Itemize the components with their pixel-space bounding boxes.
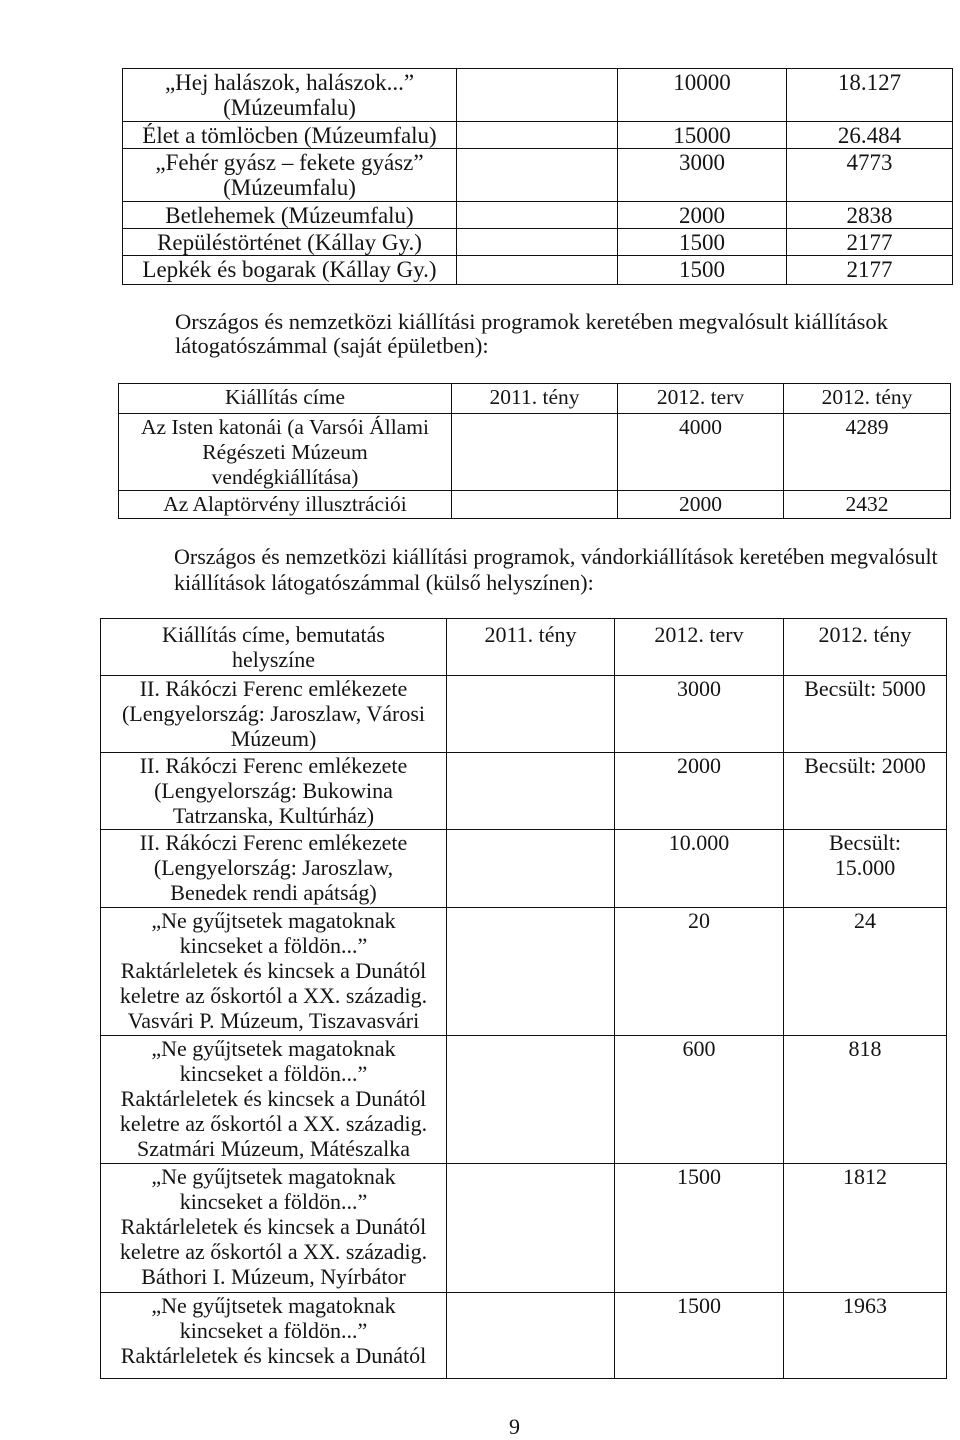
value-cell xyxy=(787,256,953,285)
value-cell xyxy=(615,1293,784,1379)
table-row xyxy=(123,229,953,256)
empty-cell xyxy=(452,491,618,519)
value-cell xyxy=(784,414,951,491)
title-line: Vasvári P. Múzeum, Tiszavasvári xyxy=(127,1008,420,1033)
value-text: 1500 xyxy=(679,230,725,255)
title-line: Az Alaptörvény illusztrációi xyxy=(163,492,407,516)
empty-cell xyxy=(452,414,618,491)
title-line: „Ne gyűjtsetek magatoknak xyxy=(151,1164,396,1189)
value-cell xyxy=(618,229,787,256)
value-text: 10.000 xyxy=(668,830,730,855)
title-line: Repüléstörténet (Kállay Gy.) xyxy=(157,230,422,255)
title-line: „Ne gyűjtsetek magatoknak xyxy=(151,1293,396,1318)
exhibition-title-cell xyxy=(123,122,457,149)
empty-cell xyxy=(447,753,615,830)
value-text: 818 xyxy=(848,1036,882,1061)
title-line: II. Rákóczi Ferenc emlékezete xyxy=(139,830,408,855)
value-cell xyxy=(784,753,947,830)
value-text: 24 xyxy=(854,908,876,933)
exhibition-title-cell xyxy=(101,1164,447,1293)
header-text: Kiállítás címe xyxy=(224,385,345,409)
title-line: (Lengyelország: Jaroszlaw, Városi xyxy=(121,701,425,726)
table-row xyxy=(123,202,953,229)
value-cell xyxy=(615,1164,784,1293)
empty-cell xyxy=(457,149,618,202)
value-cell xyxy=(784,1293,947,1379)
value-cell xyxy=(787,149,953,202)
title-line: keletre az őskortól a XX. századig. xyxy=(119,1111,428,1136)
title-line: II. Rákóczi Ferenc emlékezete xyxy=(139,676,408,701)
title-line: Benedek rendi apátság) xyxy=(170,880,377,905)
exhibition-title-cell xyxy=(101,753,447,830)
title-line: Tatrzanska, Kultúrház) xyxy=(172,803,375,828)
title-line: Raktárleletek és kincsek a Dunától xyxy=(120,1343,427,1368)
paragraph-line: kiállítások látogatószámmal (külső helyszínen): xyxy=(174,570,594,595)
column-header xyxy=(447,619,615,676)
header-text: Kiállítás címe, bemutatás xyxy=(162,622,385,647)
value-cell xyxy=(615,830,784,908)
title-line: Raktárleletek és kincsek a Dunától xyxy=(120,1086,427,1111)
header-text: 2011. tény xyxy=(484,622,577,647)
column-header xyxy=(615,619,784,676)
exhibition-title-cell xyxy=(119,491,452,519)
exhibition-title-cell xyxy=(119,414,452,491)
title-line: vendégkiállítása) xyxy=(211,465,359,489)
value-cell xyxy=(787,122,953,149)
title-line: Betlehemek (Múzeumfalu) xyxy=(165,203,414,228)
exhibition-title-cell xyxy=(101,908,447,1036)
title-line: „Hej halászok, halászok...” xyxy=(164,70,415,95)
value-cell xyxy=(618,122,787,149)
empty-cell xyxy=(447,1036,615,1164)
column-header xyxy=(101,619,447,676)
value-text: 1963 xyxy=(843,1293,887,1318)
value-text: Becsült: 2000 xyxy=(804,753,926,778)
empty-cell xyxy=(447,676,615,753)
table-row xyxy=(123,122,953,149)
table-row xyxy=(123,256,953,285)
value-text: 4000 xyxy=(679,415,722,439)
exhibition-title-cell xyxy=(101,676,447,753)
table-row xyxy=(123,69,953,122)
value-text: 10000 xyxy=(673,70,731,95)
value-cell xyxy=(618,414,784,491)
empty-cell xyxy=(457,122,618,149)
exhibition-title-cell xyxy=(123,256,457,285)
header-text: 2011. tény xyxy=(489,385,580,409)
value-text: 2177 xyxy=(846,230,893,255)
table-row xyxy=(119,414,951,491)
value-text: 600 xyxy=(682,1036,716,1061)
table-row xyxy=(101,753,947,830)
value-cell xyxy=(618,491,784,519)
empty-cell xyxy=(447,908,615,1036)
header-text: 2012. terv xyxy=(654,622,744,647)
table-row xyxy=(123,149,953,202)
table-row xyxy=(101,1293,947,1379)
column-header xyxy=(784,384,951,414)
value-text: 20 xyxy=(688,908,710,933)
title-line: Múzeum) xyxy=(230,726,317,751)
value-text: 2177 xyxy=(846,257,893,282)
header-text: 2012. terv xyxy=(656,385,745,409)
value-cell xyxy=(618,149,787,202)
exhibition-title-cell xyxy=(123,69,457,122)
table-row xyxy=(101,1036,947,1164)
exhibition-title-cell xyxy=(123,202,457,229)
paragraph-line: Országos és nemzetközi kiállítási programok, vándorkiállítások keretében megvalósult xyxy=(174,544,938,569)
value-cell xyxy=(784,830,947,908)
empty-cell xyxy=(457,256,618,285)
value-text: 2000 xyxy=(679,203,725,228)
title-line: Raktárleletek és kincsek a Dunától xyxy=(120,958,427,983)
value-text: 3000 xyxy=(679,150,725,175)
column-header xyxy=(784,619,947,676)
title-line: (Múzeumfalu) xyxy=(223,95,356,120)
title-line: „Ne gyűjtsetek magatoknak xyxy=(151,1036,396,1061)
exhibition-title-cell xyxy=(101,1293,447,1379)
table-row xyxy=(101,1164,947,1293)
title-line: (Múzeumfalu) xyxy=(223,175,356,200)
column-header xyxy=(119,384,452,414)
page-number: 9 xyxy=(509,1414,520,1439)
header-text: 2012. tény xyxy=(821,385,913,409)
value-text: 1500 xyxy=(677,1293,721,1318)
value-text: 3000 xyxy=(677,676,721,701)
value-cell xyxy=(787,69,953,122)
title-line: Lepkék és bogarak (Kállay Gy.) xyxy=(142,257,437,282)
title-line: kincseket a földön...” xyxy=(179,1318,368,1343)
empty-cell xyxy=(457,69,618,122)
title-line: kincseket a földön...” xyxy=(179,933,368,958)
exhibition-title-cell xyxy=(101,1036,447,1164)
title-line: Az Isten katonái (a Varsói Állami xyxy=(141,415,429,439)
value-cell xyxy=(618,69,787,122)
title-line: Báthori I. Múzeum, Nyírbátor xyxy=(141,1264,406,1289)
exhibition-table-2 xyxy=(118,383,951,519)
value-cell xyxy=(615,908,784,1036)
title-line: Élet a tömlöcben (Múzeumfalu) xyxy=(142,123,437,148)
value-text: 15.000 xyxy=(834,855,896,880)
value-cell xyxy=(618,202,787,229)
exhibition-table-3 xyxy=(100,618,947,1379)
value-cell xyxy=(784,1164,947,1293)
table-header-row xyxy=(101,619,947,676)
value-cell xyxy=(784,908,947,1036)
value-text: 18.127 xyxy=(837,70,902,95)
value-text: Becsült: xyxy=(828,830,902,855)
exhibition-title-cell xyxy=(101,830,447,908)
empty-cell xyxy=(457,202,618,229)
title-line: kincseket a földön...” xyxy=(179,1061,368,1086)
table-row xyxy=(119,491,951,519)
table-row xyxy=(101,830,947,908)
value-cell xyxy=(615,1036,784,1164)
value-cell xyxy=(784,676,947,753)
value-text: 1500 xyxy=(677,1164,721,1189)
value-text: 1812 xyxy=(843,1164,887,1189)
value-text: 1500 xyxy=(679,257,725,282)
header-text: 2012. tény xyxy=(818,622,912,647)
title-line: keletre az őskortól a XX. századig. xyxy=(119,983,428,1008)
table-header-row xyxy=(119,384,951,414)
empty-cell xyxy=(457,229,618,256)
table-row xyxy=(101,676,947,753)
value-text: 2432 xyxy=(845,492,889,516)
title-line: „Fehér gyász – fekete gyász” xyxy=(155,150,424,175)
empty-cell xyxy=(447,1293,615,1379)
value-text: 4289 xyxy=(845,415,889,439)
title-line: Raktárleletek és kincsek a Dunától xyxy=(120,1214,427,1239)
value-cell xyxy=(615,676,784,753)
value-text: 15000 xyxy=(673,123,731,148)
value-text: 2000 xyxy=(677,753,721,778)
value-cell xyxy=(618,256,787,285)
title-line: (Lengyelország: Jaroszlaw, xyxy=(153,855,394,880)
title-line: „Ne gyűjtsetek magatoknak xyxy=(151,908,396,933)
exhibition-title-cell xyxy=(123,229,457,256)
section-intro-paragraph xyxy=(175,310,888,358)
title-line: kincseket a földön...” xyxy=(179,1189,368,1214)
title-line: Régészeti Múzeum xyxy=(202,440,368,464)
title-line: keletre az őskortól a XX. századig. xyxy=(119,1239,428,1264)
value-text: 2000 xyxy=(679,492,722,516)
value-text: 2838 xyxy=(846,203,893,228)
value-text: Becsült: 5000 xyxy=(804,676,926,701)
empty-cell xyxy=(447,830,615,908)
title-line: Szatmári Múzeum, Mátészalka xyxy=(136,1136,411,1161)
value-cell xyxy=(784,1036,947,1164)
section-intro-paragraph xyxy=(174,544,938,596)
empty-cell xyxy=(447,1164,615,1293)
exhibition-table-1 xyxy=(122,68,953,285)
value-text: 26.484 xyxy=(837,123,902,148)
header-text: helyszíne xyxy=(231,647,316,672)
table-row xyxy=(101,908,947,1036)
value-text: 4773 xyxy=(846,150,893,175)
paragraph-line: látogatószámmal (saját épületben): xyxy=(175,333,489,358)
exhibition-title-cell xyxy=(123,149,457,202)
value-cell xyxy=(784,491,951,519)
value-cell xyxy=(787,202,953,229)
title-line: (Lengyelország: Bukowina xyxy=(154,778,393,803)
title-line: II. Rákóczi Ferenc emlékezete xyxy=(139,753,408,778)
value-cell xyxy=(615,753,784,830)
paragraph-line: Országos és nemzetközi kiállítási programok keretében megvalósult kiállítások xyxy=(175,309,888,334)
column-header xyxy=(618,384,784,414)
value-cell xyxy=(787,229,953,256)
column-header xyxy=(452,384,618,414)
